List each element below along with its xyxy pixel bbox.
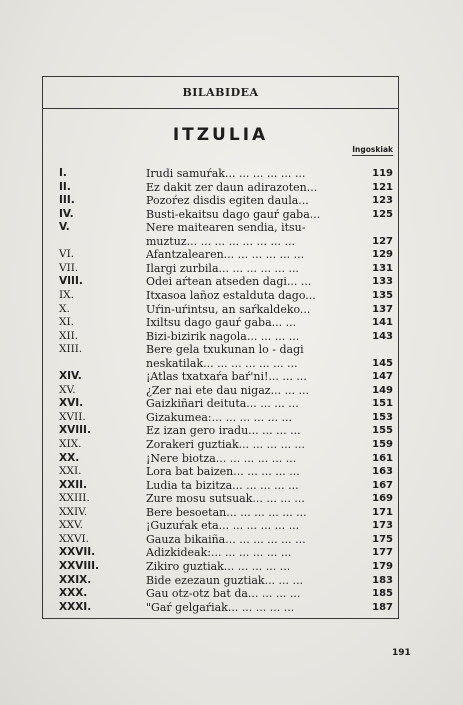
chapter-page: 179	[372, 560, 393, 572]
toc-entry	[43, 397, 398, 410]
chapter-page: 123	[372, 195, 393, 207]
chapter-number: XV.	[59, 383, 76, 396]
toc-entry	[43, 221, 398, 234]
chapter-page: 187	[372, 601, 393, 613]
chapter-page: 125	[372, 208, 393, 220]
chapter-number: IV.	[59, 207, 74, 220]
chapter-page: 171	[372, 506, 393, 518]
chapter-number: VIII.	[59, 275, 83, 288]
chapter-number: XXIX.	[59, 573, 92, 586]
toc-entry	[43, 289, 398, 302]
chapter-number: XVI.	[59, 397, 84, 410]
chapter-number: X.	[59, 302, 70, 315]
chapter-number: VII.	[59, 261, 79, 274]
toc-entry	[43, 587, 398, 600]
chapter-number: XXVII.	[59, 546, 96, 559]
chapter-page: 119	[372, 168, 393, 179]
chapter-title: Gau otz-otz bat da... ... ... ...	[146, 587, 301, 601]
chapter-title: Uŕin-uŕintsu, an saŕkaldeko...	[146, 302, 311, 316]
chapter-title: Zikiro guztiak... ... ... ... ...	[146, 559, 291, 573]
chapter-number: XXVIII.	[59, 559, 100, 572]
chapter-number: XX.	[59, 451, 80, 464]
toc-entry	[43, 492, 398, 505]
chapter-number: XXIII.	[59, 492, 90, 505]
toc-entry	[43, 546, 398, 559]
chapter-title: Itxasoa lañoz estalduta dago...	[146, 288, 316, 302]
chapter-number: XII.	[59, 329, 79, 342]
chapter-page: 161	[372, 452, 393, 464]
chapter-number: III.	[59, 194, 75, 207]
toc-entry	[43, 316, 398, 329]
chapter-page: 169	[372, 493, 393, 505]
toc-entry	[43, 181, 398, 194]
chapter-number: XIII.	[59, 343, 83, 356]
chapter-title: Ludia ta bizitza... ... ... ... ...	[146, 478, 299, 492]
chapter-page: 151	[372, 398, 393, 410]
toc-entry	[43, 384, 398, 397]
toc-entry	[43, 357, 398, 370]
chapter-number: XVIII.	[59, 424, 91, 437]
toc-entry	[43, 275, 398, 288]
chapter-number: XXV.	[59, 519, 84, 532]
chapter-number: XXXI.	[59, 600, 92, 613]
chapter-number: XIV.	[59, 370, 82, 383]
toc-entry	[43, 479, 398, 492]
chapter-page: 147	[372, 371, 393, 383]
chapter-title: Gizakumea:... ... ... ... ... ...	[146, 410, 293, 424]
chapter-title: Adizkideak:... ... ... ... ... ...	[146, 546, 292, 560]
chapter-page: 183	[372, 574, 393, 586]
chapter-title: "Gaŕ gelgaŕiak... ... ... ... ...	[146, 600, 295, 614]
chapter-number: IX.	[59, 288, 74, 301]
toc-entry	[43, 560, 398, 573]
chapter-page: 133	[372, 276, 393, 288]
chapter-page: 135	[372, 289, 393, 301]
running-header: BILABIDEA	[43, 77, 398, 109]
chapter-title: Bizi-bizirik nagola... ... ... ...	[146, 329, 300, 343]
chapter-number: VI.	[59, 248, 75, 261]
chapter-title: ¡Atlas txatxaŕa baŕ'ni!... ... ...	[146, 370, 307, 384]
chapter-title: ¡Nere biotza... ... ... ... ... ...	[146, 451, 297, 465]
toc-entry	[43, 411, 398, 424]
chapter-title: ¿Zer nai ete dau nigaz... ... ...	[146, 383, 310, 397]
page-number: 191	[392, 648, 411, 658]
chapter-title: Odei aŕtean atseden dagi... ...	[146, 275, 312, 289]
chapter-page: 159	[372, 439, 393, 450]
chapter-number: XI.	[59, 316, 74, 329]
toc-entry	[43, 194, 398, 207]
chapter-page: 143	[372, 330, 393, 342]
chapter-title: Bere besoetan... ... ... ... ... ...	[146, 505, 307, 519]
chapter-number: II.	[59, 180, 71, 193]
chapter-page: 121	[372, 181, 393, 193]
page-column-label: Ingoskiak	[352, 145, 393, 154]
chapter-title: Busti-ekaitsu dago gauŕ gaba...	[146, 207, 321, 221]
toc-entry	[43, 248, 398, 261]
chapter-title: Nere maitearen sendia, itsu-	[146, 221, 306, 235]
chapter-title: Pozoŕez disdis egiten daula...	[146, 194, 309, 208]
toc-entry	[43, 424, 398, 437]
chapter-title: Ilargi zurbila... ... ... ... ... ...	[146, 261, 299, 275]
chapter-number: XXI.	[59, 465, 82, 478]
toc-entry	[43, 519, 398, 532]
chapter-number: XIX.	[59, 438, 82, 450]
chapter-title: neskatilak... ... ... ... ... ... ...	[146, 356, 298, 370]
chapter-title: Gaizkiñari deituta... ... ... ...	[146, 397, 299, 411]
chapter-page: 185	[372, 588, 393, 600]
chapter-page: 167	[372, 479, 393, 491]
chapter-page: 177	[372, 547, 393, 559]
chapter-page: 155	[372, 425, 393, 437]
toc-entry	[43, 262, 398, 275]
chapter-number: XXIV.	[59, 505, 88, 518]
chapter-page: 145	[372, 357, 393, 369]
toc-entry	[43, 601, 398, 614]
chapter-page: 153	[372, 411, 393, 423]
toc-entry	[43, 167, 398, 180]
toc-entry	[43, 452, 398, 465]
toc-entry	[43, 235, 398, 248]
chapter-number: I.	[59, 167, 67, 179]
chapter-page: 175	[372, 533, 393, 545]
chapter-page: 141	[372, 317, 393, 329]
chapter-title: Afantzalearen... ... ... ... ... ...	[146, 248, 305, 262]
chapter-page: 137	[372, 303, 393, 315]
toc-entry	[43, 208, 398, 221]
toc-entry	[43, 370, 398, 383]
toc-entry	[43, 303, 398, 316]
chapter-title: Ez izan gero iradu... ... ... ...	[146, 424, 301, 438]
chapter-title: Ixiltsu dago gauŕ gaba... ...	[146, 316, 297, 330]
toc-entry	[43, 533, 398, 546]
toc-entry	[43, 330, 398, 343]
chapter-number: XXII.	[59, 478, 87, 491]
chapter-title: Gauza bikaiña... ... ... ... ... ...	[146, 532, 306, 546]
chapter-page: 173	[372, 520, 393, 532]
chapter-title: muztuz... ... ... ... ... ... ... ...	[146, 234, 296, 248]
chapter-number: XXX.	[59, 587, 88, 600]
chapter-title: Bere gela txukunan lo - dagi	[146, 343, 304, 357]
toc-entry	[43, 506, 398, 519]
chapter-title: Bide ezezaun guztiak... ... ...	[146, 573, 304, 587]
toc-entry	[43, 343, 398, 356]
chapter-number: XXVI.	[59, 532, 90, 545]
chapter-number: XVII.	[59, 410, 86, 423]
chapter-title: Ez dakit zer daun adirazoten...	[146, 180, 318, 194]
chapter-page: 127	[372, 235, 393, 247]
table-of-contents	[43, 77, 398, 618]
toc-entry	[43, 574, 398, 587]
chapter-title: Zure mosu sutsuak... ... ... ...	[146, 492, 305, 506]
chapter-page: 129	[372, 249, 393, 261]
contents-frame	[42, 76, 399, 619]
chapter-title: ¡Guzuŕak eta... ... ... ... ... ...	[146, 519, 300, 533]
chapter-number: V.	[59, 221, 70, 234]
chapter-page: 163	[372, 466, 393, 478]
section-title: ITZULIA	[172, 125, 269, 145]
chapter-title: Lora bat baizen... ... ... ... ...	[146, 465, 300, 479]
chapter-title: Irudi samuŕak... ... ... ... ... ...	[146, 167, 306, 180]
chapter-title: Zorakeri guztiak... ... ... ... ...	[146, 438, 306, 451]
chapter-page: 131	[372, 262, 393, 274]
chapter-page: 149	[372, 384, 393, 396]
toc-entry	[43, 465, 398, 478]
toc-entry	[43, 438, 398, 451]
